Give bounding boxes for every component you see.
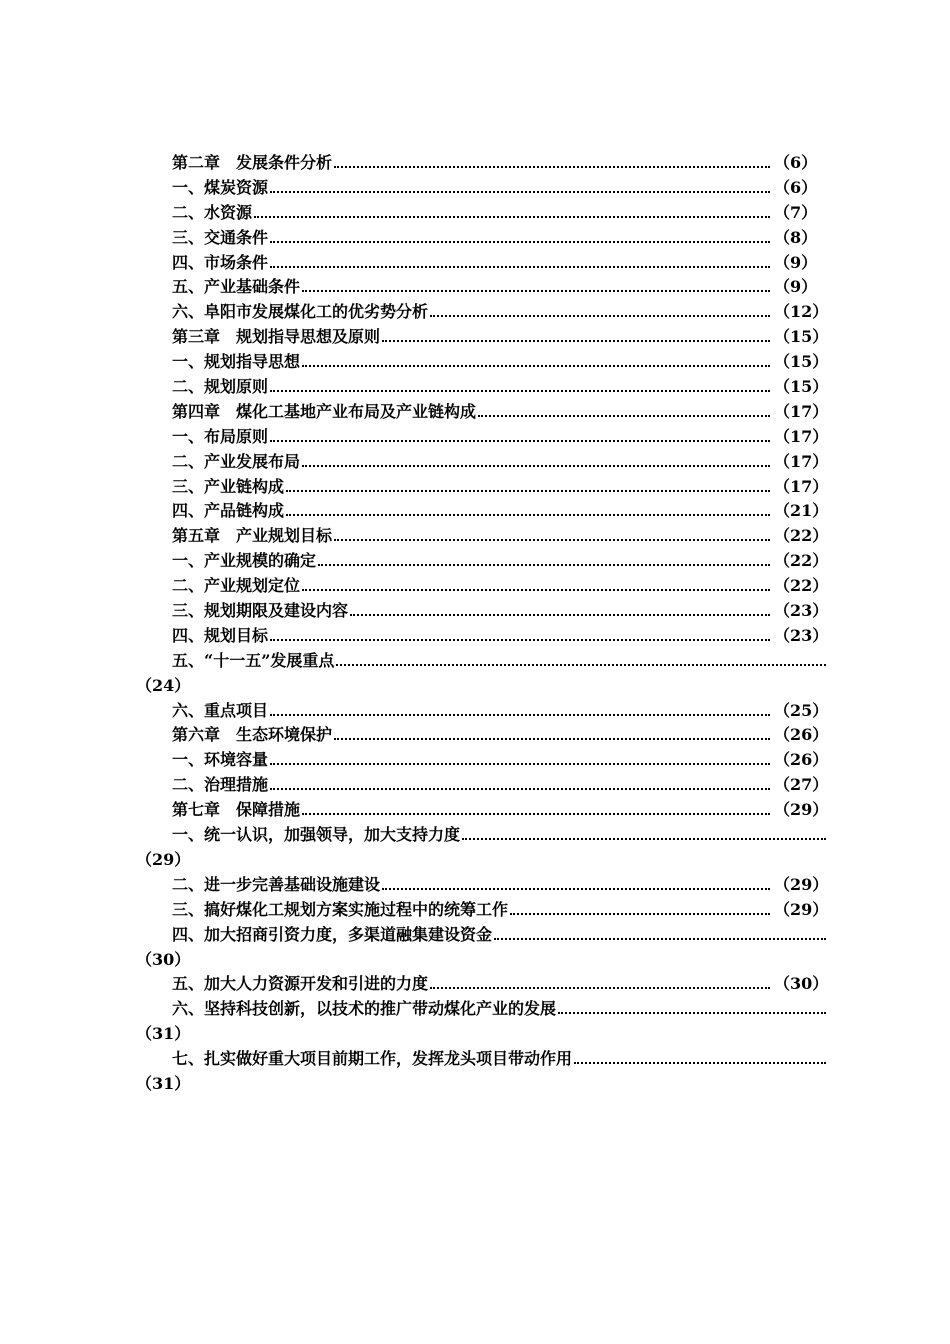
toc-entry[interactable] [136, 923, 826, 948]
toc-entry[interactable] [136, 898, 829, 923]
toc-entry[interactable] [136, 873, 829, 898]
toc-entry-title: 一、煤炭资源 [172, 177, 269, 197]
toc-entry-title: 六、阜阳市发展煤化工的优劣势分析 [172, 302, 429, 322]
toc-entry-title: 三、交通条件 [172, 227, 269, 247]
dot-leader [286, 514, 770, 516]
toc-entry[interactable] [136, 425, 829, 450]
toc-entry-title: 第三章 规划指导思想及原则 [172, 327, 381, 347]
dot-leader [350, 614, 770, 616]
dot-leader [382, 340, 770, 342]
toc-entry-title: 七、扎实做好重大项目前期工作，发挥龙头项目带动作用 [172, 1049, 573, 1069]
toc-entry-page: （15） [774, 327, 829, 347]
toc-entry-title: 一、规划指导思想 [172, 352, 301, 372]
toc-entry[interactable] [136, 499, 829, 524]
toc-entry[interactable] [136, 972, 829, 997]
toc-entry-page-wrapped [136, 948, 826, 973]
toc-entry-page: （26） [774, 725, 829, 745]
toc-entry[interactable] [136, 524, 829, 549]
toc-entry-page: （22） [774, 551, 829, 571]
toc-entry-page: （17） [774, 426, 829, 446]
dot-leader [270, 241, 770, 243]
dot-leader [270, 639, 770, 641]
toc-entry-page: （29） [774, 899, 829, 919]
toc-entry-title: 三、规划期限及建设内容 [172, 601, 349, 621]
dot-leader [334, 166, 770, 168]
toc-entry-page-wrapped [136, 848, 826, 873]
dot-leader [510, 913, 770, 915]
toc-entry-page: （29） [136, 849, 191, 869]
toc-entry-title: 三、产业链构成 [172, 476, 285, 496]
toc-entry-page: （24） [136, 675, 191, 695]
dot-leader [270, 390, 770, 392]
toc-entry[interactable] [136, 450, 829, 475]
toc-entry-title: 二、规划原则 [172, 377, 269, 397]
toc-entry-page: （7） [774, 202, 818, 222]
toc-entry[interactable] [136, 773, 829, 798]
dot-leader [430, 315, 770, 317]
toc-entry-page: （29） [774, 800, 829, 820]
toc-entry-page-wrapped [136, 1072, 826, 1097]
dot-leader [334, 738, 770, 740]
dot-leader [302, 465, 770, 467]
toc-entry-page: （6） [774, 177, 818, 197]
toc-entry-title: 一、产业规模的确定 [172, 551, 317, 571]
dot-leader [302, 813, 770, 815]
toc-entry-title: 四、市场条件 [172, 252, 269, 272]
toc-entry-page: （8） [774, 227, 818, 247]
toc-entry-page: （17） [774, 476, 829, 496]
toc-entry-title: 二、产业发展布局 [172, 451, 301, 471]
toc-entry[interactable] [136, 300, 829, 325]
toc-entry-page: （17） [774, 451, 829, 471]
toc-entry[interactable] [136, 699, 829, 724]
dot-leader [270, 763, 770, 765]
dot-leader [478, 415, 770, 417]
toc-entry-title: 一、统一认识，加强领导，加大支持力度 [172, 825, 461, 845]
toc-entry[interactable] [136, 723, 829, 748]
toc-entry[interactable] [136, 649, 826, 674]
toc-entry-title: 二、治理措施 [172, 775, 269, 795]
dot-leader [336, 664, 826, 666]
toc-entry-title: 五、“十一五”发展重点 [172, 650, 335, 670]
toc-entry-title: 一、环境容量 [172, 750, 269, 770]
toc-entry[interactable] [136, 226, 826, 251]
toc-entry[interactable] [136, 1047, 826, 1072]
toc-entry-page: （22） [774, 576, 829, 596]
dot-leader [382, 888, 770, 890]
toc-entry-page: （17） [774, 401, 829, 421]
dot-leader [558, 1012, 826, 1014]
toc-entry[interactable] [136, 549, 829, 574]
toc-entry-page-wrapped [136, 674, 826, 699]
toc-entry-page: （31） [136, 1073, 191, 1093]
toc-entry[interactable] [136, 176, 826, 201]
toc-entry-title: 第五章 产业规划目标 [172, 526, 333, 546]
dot-leader [270, 191, 770, 193]
toc-entry[interactable] [136, 375, 829, 400]
toc-entry-title: 第二章 发展条件分析 [172, 153, 333, 172]
toc-entry[interactable] [136, 997, 826, 1022]
dot-leader [270, 714, 770, 716]
toc-entry[interactable] [136, 574, 829, 599]
toc-entry[interactable] [136, 275, 826, 300]
dot-leader [494, 938, 826, 940]
toc-entry[interactable] [136, 151, 826, 176]
toc-entry-page: （23） [774, 625, 829, 645]
toc-entry[interactable] [136, 201, 826, 226]
dot-leader [318, 564, 770, 566]
toc-entry-page: （26） [774, 750, 829, 770]
toc-entry-page: （6） [774, 153, 818, 172]
toc-entry-page: （15） [774, 352, 829, 372]
toc-entry-page: （30） [136, 949, 191, 969]
toc-entry-page: （9） [774, 277, 818, 297]
toc-entry-title: 四、规划目标 [172, 625, 269, 645]
table-of-contents [136, 151, 829, 1097]
toc-entry-page: （12） [774, 302, 829, 322]
toc-entry[interactable] [136, 823, 826, 848]
toc-entry-title: 二、水资源 [172, 202, 253, 222]
toc-entry-title: 六、坚持科技创新，以技术的推广带动煤化产业的发展 [172, 999, 557, 1019]
toc-entry[interactable] [136, 748, 829, 773]
toc-entry[interactable] [136, 400, 829, 425]
toc-entry-page-wrapped [136, 1022, 826, 1047]
dot-leader [574, 1062, 826, 1064]
toc-entry-title: 第六章 生态环境保护 [172, 725, 333, 745]
toc-entry-title: 第四章 煤化工基地产业布局及产业链构成 [172, 401, 477, 421]
toc-entry[interactable] [136, 798, 829, 823]
toc-entry[interactable] [136, 599, 829, 624]
toc-entry[interactable] [136, 251, 826, 276]
toc-entry-title: 三、搞好煤化工规划方案实施过程中的统筹工作 [172, 899, 509, 919]
toc-entry-page: （31） [136, 1024, 191, 1044]
dot-leader [270, 788, 770, 790]
dot-leader [270, 266, 770, 268]
toc-entry[interactable] [136, 475, 829, 500]
dot-leader [302, 365, 770, 367]
dot-leader [254, 216, 770, 218]
dot-leader [462, 838, 826, 840]
toc-entry-page: （15） [774, 377, 829, 397]
toc-entry[interactable] [136, 350, 829, 375]
toc-entry-title: 一、布局原则 [172, 426, 269, 446]
toc-entry-page: （21） [774, 501, 829, 521]
toc-entry-page: （22） [774, 526, 829, 546]
toc-entry-title: 四、产品链构成 [172, 501, 285, 521]
dot-leader [270, 440, 770, 442]
toc-entry-page: （27） [774, 775, 829, 795]
toc-entry[interactable] [136, 624, 829, 649]
dot-leader [430, 987, 770, 989]
toc-entry-page: （23） [774, 601, 829, 621]
toc-entry-title: 五、加大人力资源开发和引进的力度 [172, 974, 429, 994]
toc-entry-title: 第七章 保障措施 [172, 800, 301, 820]
toc-entry-title: 五、产业基础条件 [172, 277, 301, 297]
toc-entry-page: （9） [774, 252, 818, 272]
toc-entry-title: 二、产业规划定位 [172, 576, 301, 596]
dot-leader [286, 490, 770, 492]
toc-entry-title: 四、加大招商引资力度，多渠道融集建设资金 [172, 924, 493, 944]
toc-entry-page: （25） [774, 700, 829, 720]
dot-leader [302, 589, 770, 591]
toc-entry-page: （29） [774, 874, 829, 894]
toc-entry-page: （30） [774, 974, 829, 994]
toc-entry[interactable] [136, 325, 829, 350]
toc-entry-title: 六、重点项目 [172, 700, 269, 720]
dot-leader [302, 290, 770, 292]
toc-entry-title: 二、进一步完善基础设施建设 [172, 874, 381, 894]
dot-leader [334, 539, 770, 541]
